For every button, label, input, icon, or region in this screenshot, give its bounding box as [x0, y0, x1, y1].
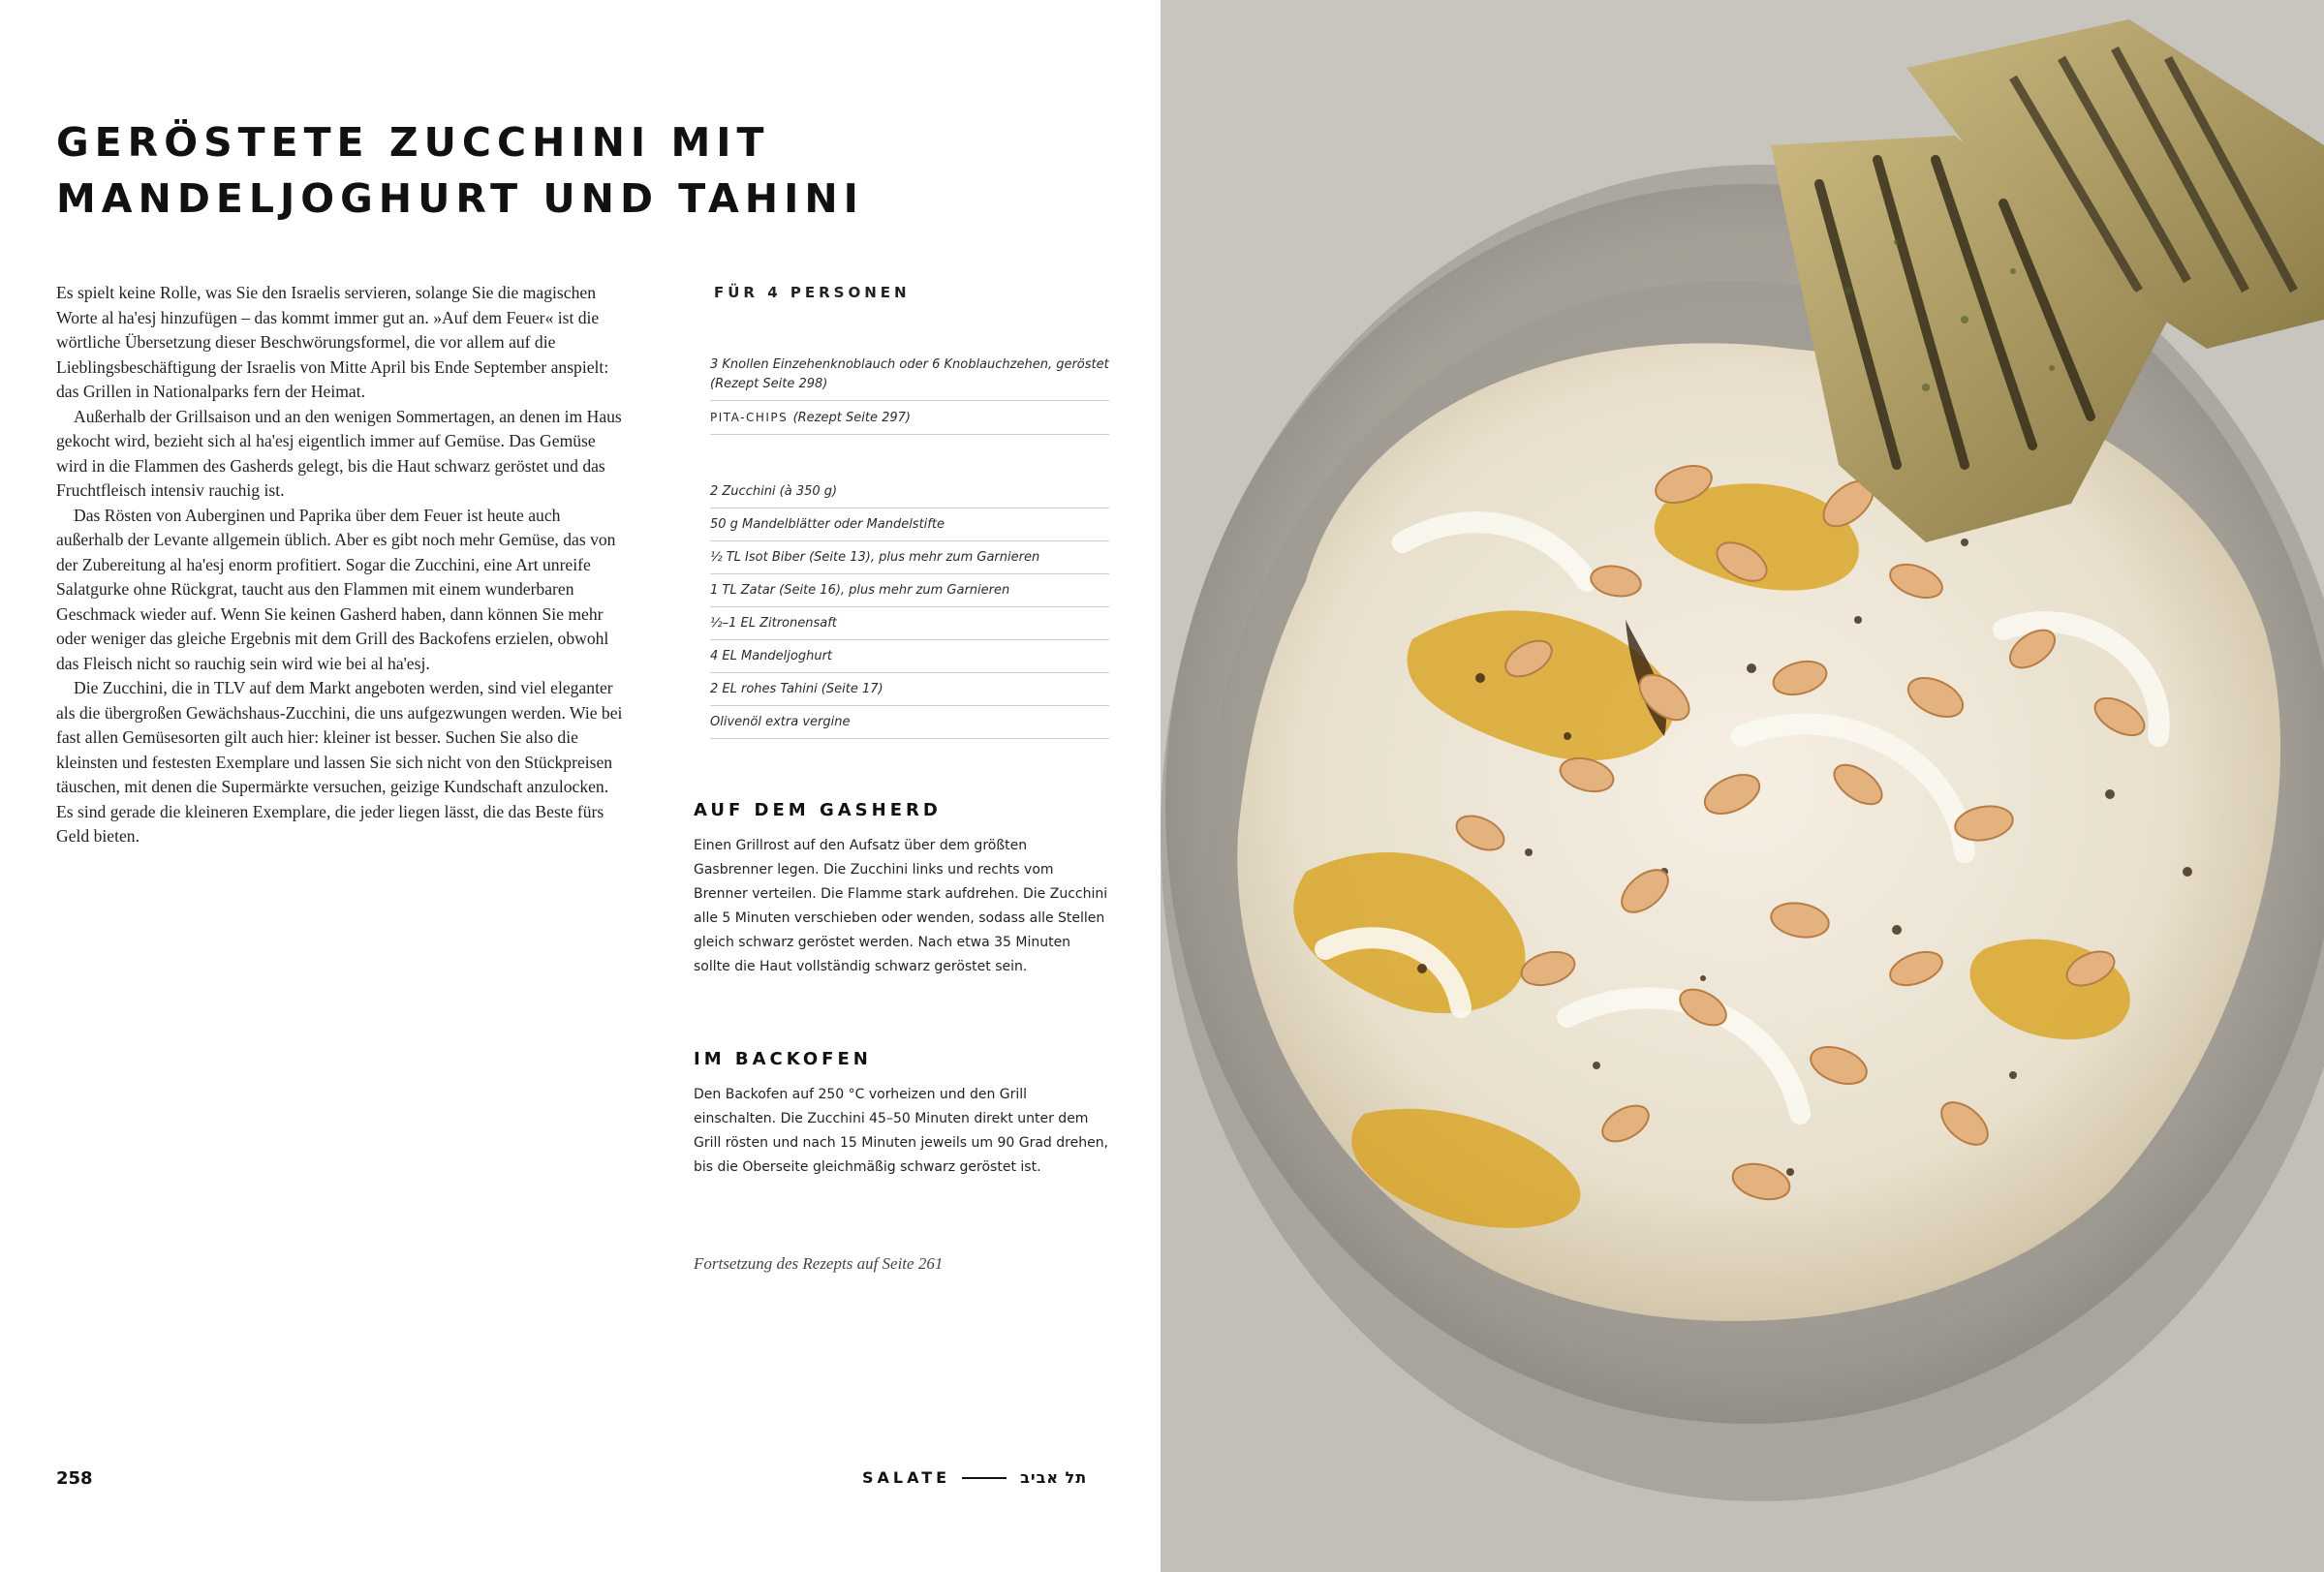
intro-text [56, 281, 628, 849]
gas-stove-text: Einen Grillrost auf den Aufsatz über dem größten Gasbrenner legen. Die Zucchini links und rechts vom Brenner verteilen. Die Flamme stark aufdrehen. Die Zucchini alle 5 Minuten verschieben oder wenden, sodass alle Stellen gleich schwarz geröstet werden. Nach etwa 35 Minuten sollte die Haut vollständig schwarz geröstet sein. [694, 838, 1108, 974]
recipe-title [56, 114, 864, 227]
ingredient-list-garnish [710, 349, 1109, 435]
hebrew-label: תל אביב [1020, 1468, 1088, 1487]
ingredient-item-pita [710, 401, 1109, 435]
ingredient-item: 2 Zucchini (à 350 g) [710, 476, 1109, 509]
footer-dash [962, 1477, 1007, 1479]
ingredient-item: 1 TL Zatar (Seite 16), plus mehr zum Garnieren [710, 574, 1109, 607]
ingredient-item: 3 Knollen Einzehenknoblauch oder 6 Knoblauchzehen, geröstet (Rezept Seite 298) [710, 349, 1109, 401]
continued-note: Fortsetzung des Rezepts auf Seite 261 [694, 1254, 944, 1273]
section-label: SALATE [862, 1468, 951, 1487]
ingredient-item: ½–1 EL Zitronensaft [710, 607, 1109, 640]
oven-heading: IM BACKOFEN [694, 1049, 872, 1069]
recipe-title-line-2: MANDELJOGHURT UND TAHINI [56, 175, 864, 222]
servings-label: FÜR 4 PERSONEN [714, 284, 911, 301]
running-footer [862, 1468, 1087, 1487]
pita-label: PITA-CHIPS [710, 411, 789, 424]
page-number: 258 [56, 1468, 93, 1489]
ingredient-item: 4 EL Mandeljoghurt [710, 640, 1109, 673]
pita-reference: (Rezept Seite 297) [792, 411, 911, 425]
ingredient-item: ½ TL Isot Biber (Seite 13), plus mehr zum Garnieren [710, 541, 1109, 574]
oven-text: Den Backofen auf 250 °C vorheizen und den Grill einschalten. Die Zucchini 45–50 Minuten direkt unter dem Grill rösten und nach 15 Minuten jeweils um 90 Grad drehen, bis die Oberseite gleichmäßig schwarz geröstet ist. [694, 1087, 1109, 1175]
intro-paragraph: Das Rösten von Auberginen und Paprika über dem Feuer ist heute auch außerhalb der Levante allgemein üblich. Aber es gibt noch mehr Gemüse, das von der Zubereitung al ha'esj enorm profitiert. Sogar die Zucchini, eine Art unreife Salatgurke ohne Rückgrat, taucht aus den Flammen mit einem wunderbaren Geschmack wieder auf. Wenn Sie keinen Gasherd haben, dann können Sie mehr oder weniger das gleiche Ergebnis mit dem Grill des Backofens erzielen, obwohl das Fleisch nicht so rauchig sein wird wie bei al ha'esj. [56, 505, 616, 673]
food-photo [1161, 0, 2324, 1572]
ingredient-item: 2 EL rohes Tahini (Seite 17) [710, 673, 1109, 706]
intro-paragraph: Außerhalb der Grillsaison und an den wenigen Sommertagen, an denen im Haus gekocht wird, bezieht sich al ha'esj eigentlich immer auf Gemüse. Das Gemüse wird in die Flammen des Gasherds gelegt, bis die Haut schwarz geröstet und das Fruchtfleisch intensiv rauchig ist. [56, 406, 622, 500]
recipe-title-line-1: GERÖSTETE ZUCCHINI MIT [56, 119, 770, 166]
left-page [0, 0, 1161, 1572]
food-photo-illustration [1161, 0, 2324, 1572]
gas-stove-heading: AUF DEM GASHERD [694, 800, 942, 820]
ingredient-list-main [710, 476, 1109, 739]
intro-paragraph: Die Zucchini, die in TLV auf dem Markt angeboten werden, sind viel eleganter als die übergroßen Gewächshaus-Zucchini, die uns aufgezwungen werden. Wie bei fast allen Gemüsesorten gilt auch hier: kleiner ist besser. Suchen Sie also die kleinsten und festesten Exemplare und lassen Sie sich nicht von den Stückpreisen täuschen, mit denen die Supermärkte versuchen, geizige Kundschaft anzulocken. Es sind gerade die kleineren Exemplare, die jeder liegen lässt, die das Beste fürs Geld bieten. [56, 678, 623, 846]
ingredient-item: 50 g Mandelblätter oder Mandelstifte [710, 509, 1109, 541]
ingredient-item: Olivenöl extra vergine [710, 706, 1109, 739]
intro-paragraph: Es spielt keine Rolle, was Sie den Israelis servieren, solange Sie die magischen Worte al ha'esj hinzufügen – das kommt immer gut an. »Auf dem Feuer« ist die wörtliche Übersetzung dieser Beschwörungsformel, die vor allem auf die Lieblingsbeschäftigung der Israelis von Mitte April bis Ende September anspielt: das Grillen in Nationalparks fern der Heimat. [56, 283, 609, 401]
